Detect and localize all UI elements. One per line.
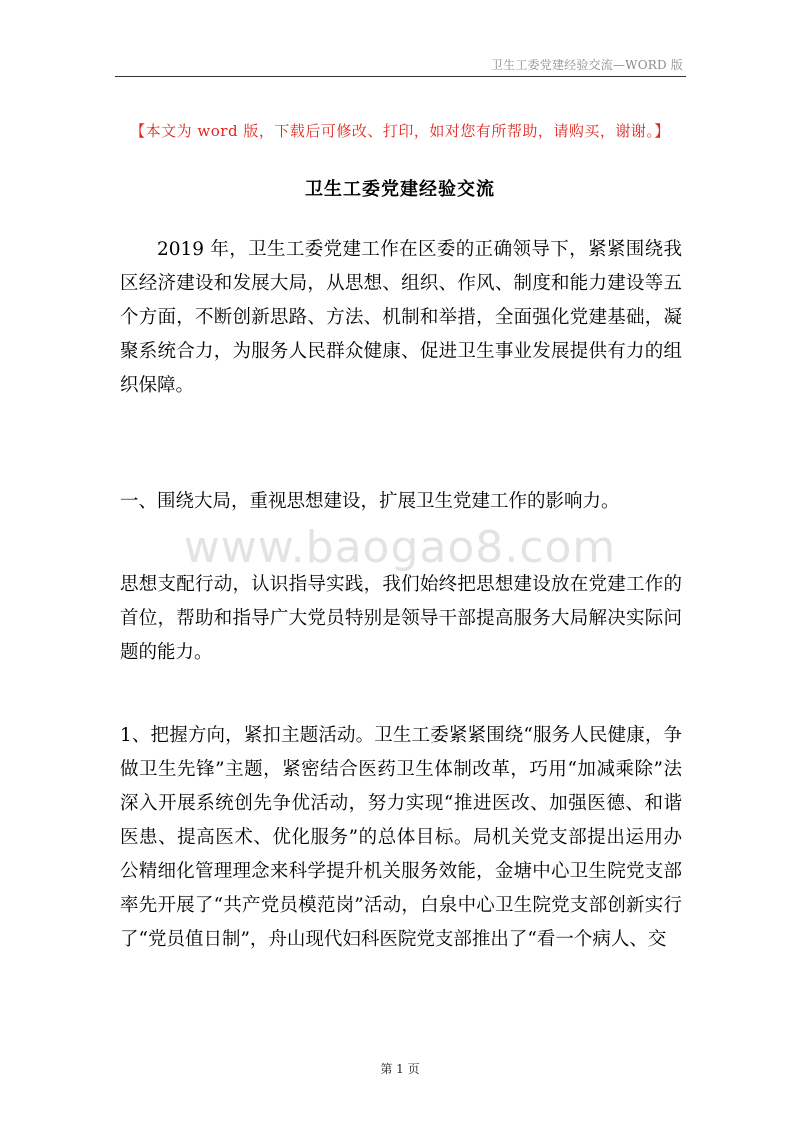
purchase-notice: 【本文为 word 版，下载后可修改、打印，如对您有所帮助，请购买，谢谢。】 — [130, 122, 670, 140]
document-title: 卫生工委党建经验交流 — [305, 179, 495, 200]
header-divider — [115, 76, 686, 77]
intro-paragraph: 2019 年，卫生工委党建工作在区委的正确领导下，紧紧围绕我区经济建设和发展大局，从思想、组织、作风、制度和能力建设等五个方面，不断创新思路、方法、机制和举措，全面强化党建基础，凝聚系统合力，为服务人民群众健康、促进卫生事业发展提供有力的组织保障。 — [120, 239, 682, 396]
running-header: 卫生工委党建经验交流—WORD 版 — [490, 58, 683, 72]
section-heading-1: 一、围绕大局，重视思想建设，扩展卫生党建工作的影响力。 — [120, 491, 620, 512]
thought-paragraph: 思想支配行动，认识指导实践，我们始终把思想建设放在党建工作的首位，帮助和指导广大党员特别是领导干部提高服务大局解决实际问题的能力。 — [120, 574, 682, 663]
watermark: www.baogao8.com — [183, 522, 617, 573]
page-number: 第 1 页 — [380, 1062, 420, 1076]
item-1-paragraph: 1、把握方向，紧扣主题活动。卫生工委紧紧围绕“服务人民健康，争做卫生先锋”主题，紧密结合医药卫生体制改革，巧用“加减乘除”法深入开展系统创先争优活动，努力实现“推进医改、加强医德、和谐医患、提高医术、优化服务”的总体目标。局机关党支部提出运用办公精细化管理理念来科学提升机关服务效能，金塘中心卫生院党支部率先开展了“共产党员模范岗”活动，白泉中心卫生院党支部创新实行了“党员值日制”，舟山现代妇科医院党支部推出了“看一个病人、交 — [120, 725, 682, 950]
